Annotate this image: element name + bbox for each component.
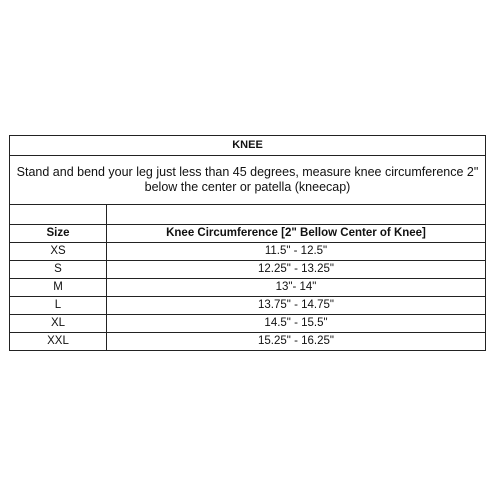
size-chart-container [9, 135, 485, 351]
size-cell: XS [10, 243, 107, 261]
knee-size-chart-table [9, 135, 486, 351]
measurement-instruction-cell [10, 156, 486, 205]
title-row [10, 136, 486, 156]
table-row [10, 333, 486, 351]
circumference-cell: 13"- 14" [107, 279, 486, 297]
table-row [10, 279, 486, 297]
size-cell: XL [10, 315, 107, 333]
size-column-header: Size [10, 225, 107, 243]
circumference-cell: 15.25" - 16.25" [107, 333, 486, 351]
circumference-cell: 12.25" - 13.25" [107, 261, 486, 279]
circumference-column-header: Knee Circumference [2" Bellow Center of Knee] [107, 225, 486, 243]
circumference-cell: 13.75" - 14.75" [107, 297, 486, 315]
size-cell: L [10, 297, 107, 315]
blank-cell-size [10, 205, 107, 225]
circumference-cell: 14.5" - 15.5" [107, 315, 486, 333]
size-cell: XXL [10, 333, 107, 351]
table-row [10, 261, 486, 279]
table-row [10, 243, 486, 261]
size-cell: M [10, 279, 107, 297]
table-row [10, 315, 486, 333]
chart-title: KNEE [10, 136, 486, 156]
blank-row [10, 205, 486, 225]
measurement-instruction: Stand and bend your leg just less than 45 degrees, measure knee circumference 2" below the center or patella (kneecap) [16, 165, 479, 194]
header-row [10, 225, 486, 243]
size-cell: S [10, 261, 107, 279]
circumference-cell: 11.5" - 12.5" [107, 243, 486, 261]
table-row [10, 297, 486, 315]
blank-cell-circumference [107, 205, 486, 225]
instruction-row [10, 156, 486, 205]
